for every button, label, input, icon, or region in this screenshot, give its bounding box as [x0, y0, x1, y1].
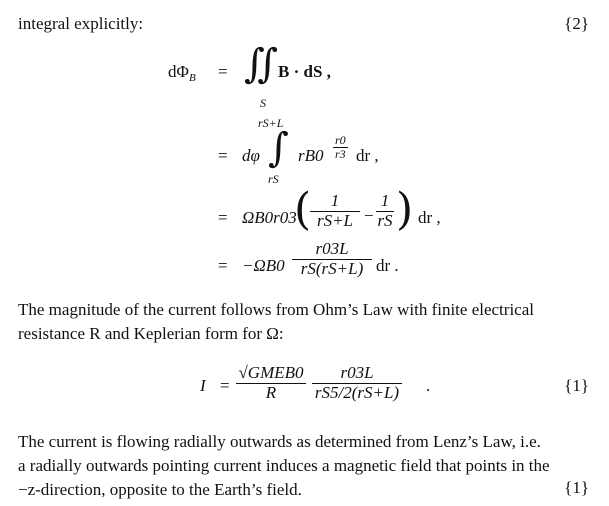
- equation-tag-mid: {1}: [564, 376, 589, 395]
- eq-equals-1: =: [218, 62, 228, 81]
- eq-line3-frac1-num: 1: [310, 192, 360, 212]
- eq-equals-4: =: [218, 256, 228, 275]
- eq-line2-lower: rS: [268, 172, 279, 186]
- current-eq-lhs: I: [200, 376, 206, 395]
- eq-line2-fraction: [333, 134, 348, 161]
- eq-line2-prefix: dφ: [242, 146, 260, 165]
- eq-line2-frac-den: r3: [335, 147, 346, 162]
- eq-line4-num: r03L: [292, 240, 372, 260]
- eq-line2-integrand: rB0: [298, 146, 324, 165]
- current-eq-frac2: [312, 364, 402, 402]
- eq-line3-frac1-den: rS+L: [316, 210, 354, 230]
- eq-line4-den: rS(rS+L): [300, 258, 364, 278]
- equation-tag-bottom: {1}: [564, 478, 589, 497]
- paragraph-ohms-law: The magnitude of the current follows from Ohm’s Law with finite electrical resistance R and Keplerian form for Ω:: [18, 300, 534, 343]
- current-eq-equals: =: [220, 376, 230, 395]
- right-paren-icon: ): [396, 184, 414, 235]
- eq-equals-2: =: [218, 146, 228, 165]
- eq-line3-frac2-den: rS: [377, 210, 393, 230]
- paragraph-lenz-line1: The current is flowing radially outwards as determined from Lenz’s Law, i.e.: [18, 432, 541, 451]
- eq-line3-suffix: dr ,: [418, 208, 441, 227]
- eq-line3-frac1: [310, 192, 360, 230]
- eq-line1-limit: S: [260, 96, 266, 110]
- eq-line3-frac2: [376, 192, 394, 230]
- left-paren-icon: (: [294, 184, 312, 235]
- double-integral-icon: ∬: [244, 41, 279, 87]
- intro-text: integral explicitly:: [18, 14, 144, 33]
- eq-equals-3: =: [218, 208, 228, 227]
- eq-line3-minus: −: [364, 206, 374, 225]
- eq-line4-fraction: [292, 240, 372, 278]
- eq-line2-frac-num: r0: [335, 133, 346, 147]
- equation-tag-top: {2}: [564, 14, 589, 33]
- eq-line4-suffix: dr .: [376, 256, 399, 275]
- current-eq-den2: rS5/2(rS+L): [314, 382, 400, 402]
- integral-icon: ∫: [268, 125, 289, 171]
- eq-line2-suffix: dr ,: [356, 146, 379, 165]
- eq-line3-prefix: ΩB0r03: [242, 208, 297, 227]
- eq-line1-integrand: B · dS ,: [278, 62, 331, 81]
- eq-line4-prefix: −ΩB0: [242, 256, 285, 275]
- current-eq-suffix: .: [426, 376, 431, 395]
- paragraph-lenz-line2: a radially outwards pointing current induces a magnetic field that points in the: [18, 456, 550, 475]
- current-eq-frac1: [236, 364, 306, 402]
- current-eq-num2: r03L: [312, 364, 402, 384]
- eq-lhs: $d\Phi_B$: [168, 62, 196, 84]
- paragraph-lenz-line3: −z-direction, opposite to the Earth’s field.: [18, 480, 302, 499]
- current-eq-den1: R: [265, 382, 277, 402]
- eq-line3-frac2-num: 1: [376, 192, 394, 212]
- eq-line2-upper: rS+L: [258, 116, 284, 130]
- current-eq-num1: √GMEB0: [236, 364, 306, 384]
